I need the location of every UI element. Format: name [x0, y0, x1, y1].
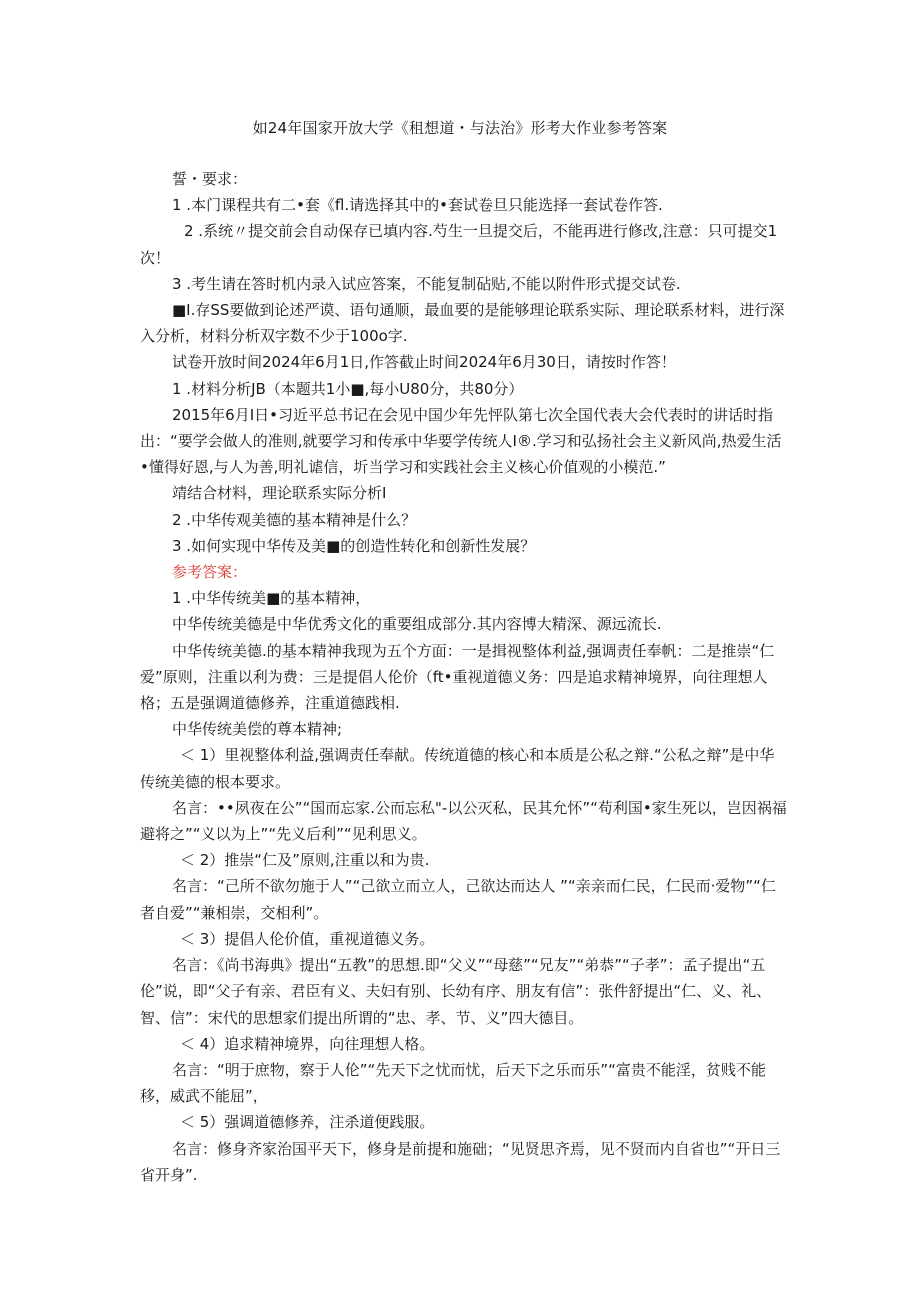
paragraph: 名言：修身齐家治国平天下，修身是前提和施础；“见贤思齐焉，见不贤而内自省也”“开日三省开身”. [140, 1139, 781, 1184]
paragraph: 1 .本门课程共有二•套《fl.请选择其中的•套试卷旦只能选择一套试卷作答. [172, 196, 663, 215]
document-title: 如24年国家开放大学《租想道・与法治》形考大作业参考答案 [252, 119, 668, 137]
document-body [140, 166, 788, 1188]
paragraph: 试卷开放时间2024年6月1日,作答截止时间2024年6月30日，请按时作答！ [172, 353, 676, 372]
paragraph: ＜ 3）提倡人伦价值，重视道德义务。 [180, 929, 435, 948]
paragraph: 中华传统美德是中华优秀文化的重要组成部分.其内容博大精深、源远流长. [172, 615, 662, 634]
paragraph: ＜ 1）里视整体利益,强调责任奉献。传统道德的核心和本质是公私之辩.“公私之辩”是中华传统美德的根本要求。 [140, 746, 775, 791]
paragraph: 名言：“明于庶物，察于人伦”“先天下之忧而忧，后天下之乐而乐”“富贵不能淫，贫贱不能移，威武不能屈”， [140, 1060, 766, 1106]
paragraph: ＜ 4）追求精神境界，向往理想人格。 [180, 1034, 435, 1053]
paragraph: 名言：“己所不欲勿施于人”“己欲立而立人，己欲达而达人 ”“亲亲而仁民，仁民而·爱物”“仁者自爱”“兼相崇，交相利”。 [140, 877, 776, 922]
paragraph: 誓・要求： [172, 170, 248, 188]
paragraph: 3 .考生请在答时机内录入试应答案，不能复制砧贴,不能以附件形式提交试卷. [172, 274, 681, 293]
paragraph: 靖结合材料，理论联系实际分析I [172, 484, 387, 503]
paragraph: 3 .如何实现中华传及美■的创造性转化和创新性发展？ [172, 536, 536, 555]
answer-heading: 参考答案： [172, 563, 248, 582]
paragraph: ＜ 5）强调道德修养，注杀道便践服。 [180, 1113, 435, 1132]
paragraph: 名言：••夙夜在公”“国而忘家.公而忘私"-以公灭私，民其允怀”“苟利国•家生死以，岂因祸福避将之”“义以为上”“先义后利”“见利思义。 [140, 798, 787, 844]
paragraph: 1 .中华传统美■的基本精神， [172, 589, 371, 608]
paragraph: 中华传统美偿的尊本精神; [172, 720, 343, 739]
paragraph: 名言：《尚书海典》提出“五教”的思想.即“父义”“母慈”“兄友”“弟恭”“子孝”：孟子提出“五伦”说，即“父子有亲、君臣有义、夫妇有别、长幼有序、朋友有信”：张件舒提出“仁、义、礼、智、信”：宋代的思想家们提出所谓的“忠、孝、节、义”四大德目。 [140, 956, 772, 1027]
paragraph: 2015年6月I日•习近平总书记在会见中国少年先怦队第七次全国代表大会代表时的讲话时指出：“要学会做人的准则,就要学习和传承中华要学传统人I®.学习和弘扬社会主义新风尚,热爱生活•懂得好恩,与人为善,明礼谑信，圻当学习和实践社会主义核心价值观的小模范.” [140, 405, 782, 477]
paragraph: 2 .中华传观美德的基本精神是什么？ [172, 510, 417, 529]
paragraph: ■I.存SS要做到论述严谟、语句通顺，最血要的是能够理论联系实际、理论联系材料，进行深入分析，材料分析双字数不少于100o字. [140, 301, 785, 346]
paragraph: 中华传统美德.的基本精神我现为五个方面：一是揖视整体利益,强调责任奉帆：二是推崇“仁爱”原则，注重以利为费：三是提倡人伦价（ft•重视道德义务：四是追求精神境界，向往理想人格；五是强调道德修养，注重道德践相. [140, 641, 775, 713]
paragraph: ＜ 2）推崇“仁及”原则,注重以和为贵. [180, 851, 430, 870]
paragraph: 1 .材料分析JB（本题共1小■,每小U80分，共80分） [172, 379, 524, 398]
paragraph: 2 .系统〃提交前会自动保存已填内容.芍生一旦提交后，不能再进行修改,注意：只可提交1次！ [140, 222, 778, 267]
